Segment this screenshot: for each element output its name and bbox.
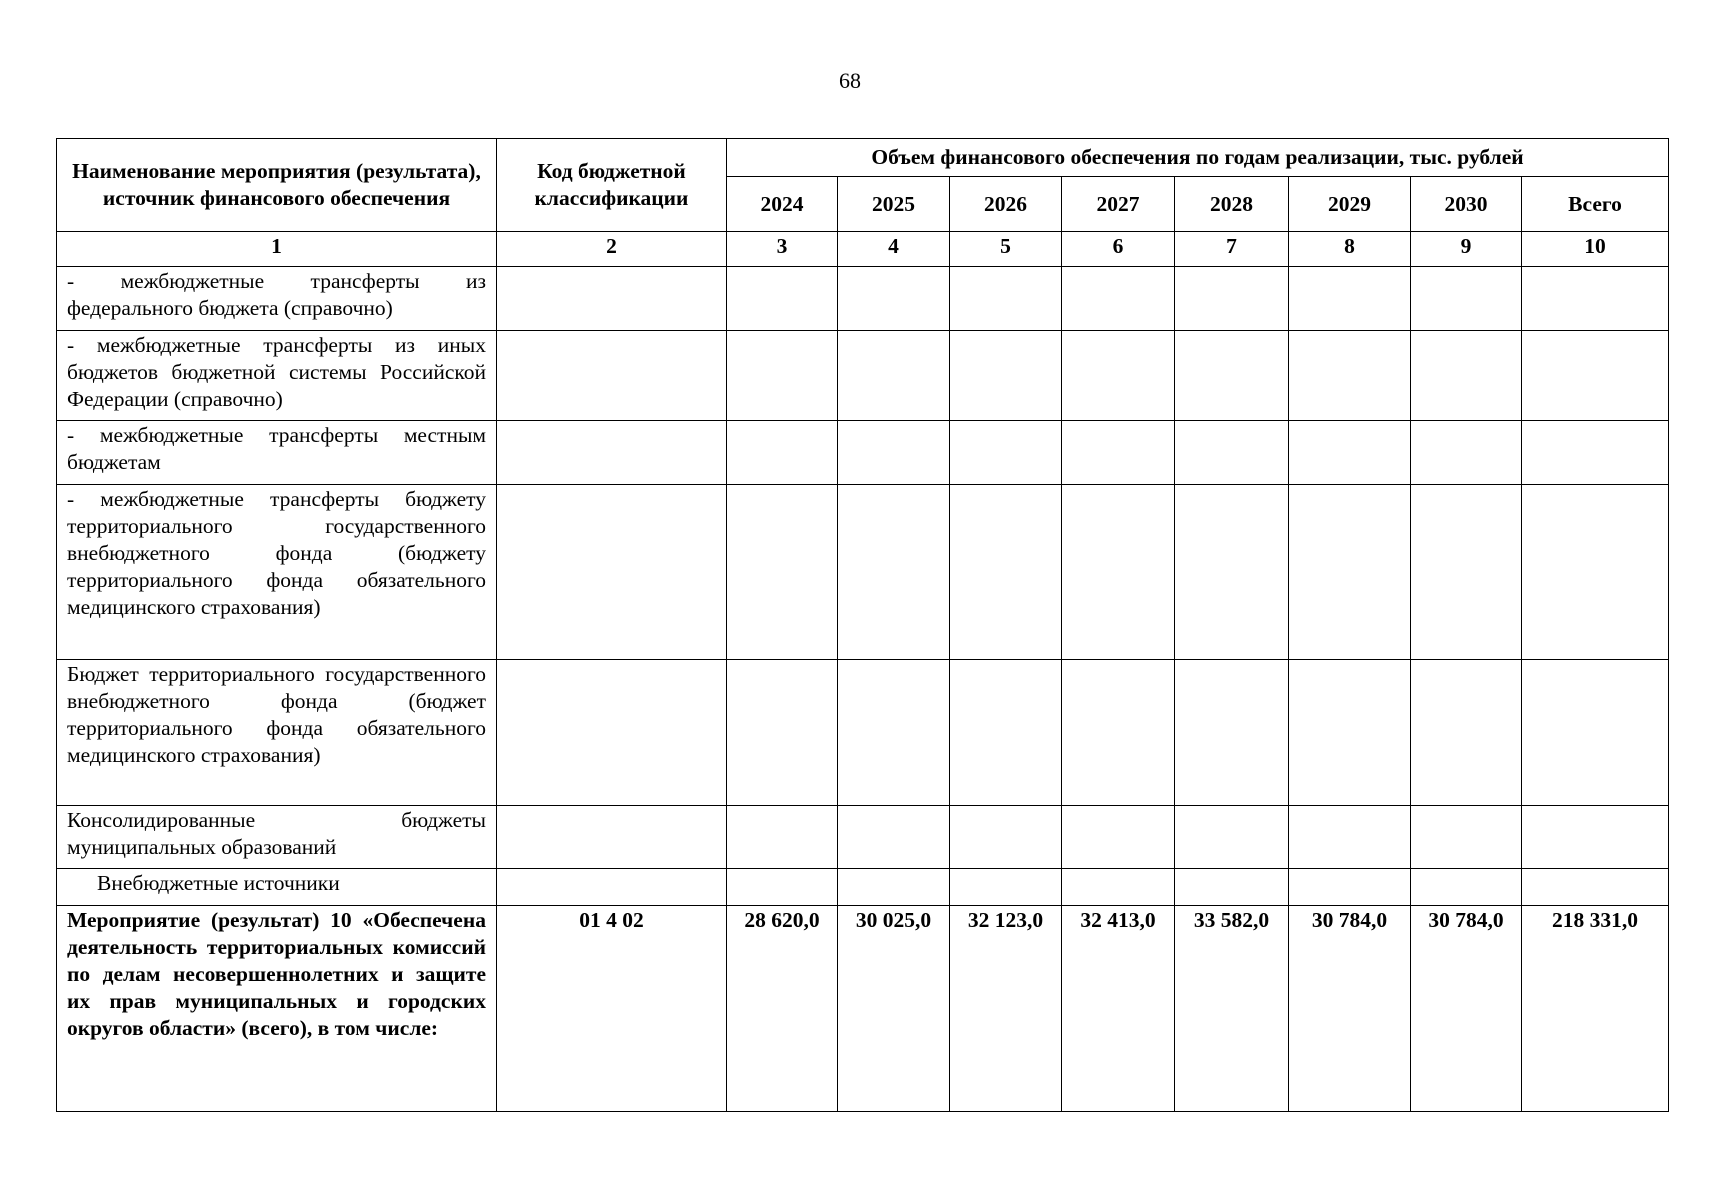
row-value — [1522, 805, 1669, 869]
row-value — [1411, 330, 1522, 420]
row-name: Внебюджетные источники — [57, 869, 497, 906]
row-value — [1289, 484, 1411, 659]
row-value — [1522, 484, 1669, 659]
row-value — [838, 266, 950, 330]
row-value — [950, 330, 1062, 420]
row-value — [1062, 805, 1175, 869]
row-code — [497, 421, 727, 485]
row-value — [1289, 421, 1411, 485]
row-name: - межбюджетные трансферты из федерального бюджета (справочно) — [57, 266, 497, 330]
row-value — [950, 659, 1062, 805]
row-value — [838, 484, 950, 659]
row-value — [1175, 869, 1289, 906]
row-name: Бюджет территориального государственного внебюджетного фонда (бюджет территориального фонда обязательного медицинского страхования) — [57, 659, 497, 805]
row-value: 32 123,0 — [950, 906, 1062, 1112]
table-row — [57, 330, 1669, 420]
row-value — [1175, 266, 1289, 330]
row-value — [1175, 484, 1289, 659]
row-value — [1062, 484, 1175, 659]
row-value — [1175, 805, 1289, 869]
row-value — [1175, 421, 1289, 485]
row-value — [727, 805, 838, 869]
row-value: 218 331,0 — [1522, 906, 1669, 1112]
table-row — [57, 869, 1669, 906]
column-number: 3 — [727, 232, 838, 267]
row-value — [1289, 659, 1411, 805]
row-value: 32 413,0 — [1062, 906, 1175, 1112]
header-financing-group: Объем финансового обеспечения по годам реализации, тыс. рублей — [727, 139, 1669, 177]
row-value: 30 784,0 — [1411, 906, 1522, 1112]
table-row — [57, 805, 1669, 869]
row-value — [1411, 869, 1522, 906]
row-value — [1062, 869, 1175, 906]
row-value — [838, 805, 950, 869]
row-value — [727, 421, 838, 485]
column-number: 10 — [1522, 232, 1669, 267]
row-value — [1062, 330, 1175, 420]
row-name: - межбюджетные трансферты из иных бюджетов бюджетной системы Российской Федерации (справочно) — [57, 330, 497, 420]
row-code — [497, 869, 727, 906]
row-value — [1289, 330, 1411, 420]
table-row — [57, 484, 1669, 659]
row-value: 30 784,0 — [1289, 906, 1411, 1112]
header-year: 2025 — [838, 177, 950, 232]
row-value: 28 620,0 — [727, 906, 838, 1112]
financing-table — [56, 138, 1669, 1112]
row-value — [1062, 421, 1175, 485]
column-number: 9 — [1411, 232, 1522, 267]
row-name: Мероприятие (результат) 10 «Обеспечена деятельность территориальных комиссий по делам несовершеннолетних и защите их прав муниципальных и городских округов области» (всего), в том числе: — [57, 906, 497, 1112]
row-value — [950, 484, 1062, 659]
header-total: Всего — [1522, 177, 1669, 232]
row-value — [950, 805, 1062, 869]
header-year: 2028 — [1175, 177, 1289, 232]
column-number: 7 — [1175, 232, 1289, 267]
row-value — [727, 484, 838, 659]
header-year: 2026 — [950, 177, 1062, 232]
row-name: Консолидированные бюджеты муниципальных образований — [57, 805, 497, 869]
row-value — [1175, 659, 1289, 805]
row-value — [1522, 330, 1669, 420]
row-value — [1289, 805, 1411, 869]
row-value: 30 025,0 — [838, 906, 950, 1112]
row-value — [727, 659, 838, 805]
row-value — [1175, 330, 1289, 420]
row-name: - межбюджетные трансферты бюджету территориального государственного внебюджетного фонда (бюджету территориального фонда обязательного медицинского страхования) — [57, 484, 497, 659]
header-year: 2027 — [1062, 177, 1175, 232]
row-value — [1411, 266, 1522, 330]
column-number: 8 — [1289, 232, 1411, 267]
row-code — [497, 659, 727, 805]
row-value — [950, 421, 1062, 485]
row-value — [1062, 659, 1175, 805]
table-row — [57, 266, 1669, 330]
column-number: 1 — [57, 232, 497, 267]
row-value — [1522, 266, 1669, 330]
column-number-row — [57, 232, 1669, 267]
header-year: 2029 — [1289, 177, 1411, 232]
row-value — [1411, 484, 1522, 659]
column-number: 6 — [1062, 232, 1175, 267]
column-number: 4 — [838, 232, 950, 267]
row-value — [1411, 805, 1522, 869]
row-value — [727, 330, 838, 420]
row-value — [1411, 421, 1522, 485]
row-value — [950, 266, 1062, 330]
row-value — [1411, 659, 1522, 805]
row-code: 01 4 02 — [497, 906, 727, 1112]
header-year: 2030 — [1411, 177, 1522, 232]
row-code — [497, 266, 727, 330]
row-value — [1289, 266, 1411, 330]
column-number: 2 — [497, 232, 727, 267]
table-row — [57, 421, 1669, 485]
row-value — [950, 869, 1062, 906]
row-value — [1522, 659, 1669, 805]
row-value — [838, 869, 950, 906]
table-row-activity-total — [57, 906, 1669, 1112]
column-number: 5 — [950, 232, 1062, 267]
row-code — [497, 484, 727, 659]
row-code — [497, 330, 727, 420]
row-value — [727, 266, 838, 330]
row-code — [497, 805, 727, 869]
row-value — [1522, 869, 1669, 906]
header-year: 2024 — [727, 177, 838, 232]
row-value: 33 582,0 — [1175, 906, 1289, 1112]
row-value — [1062, 266, 1175, 330]
row-value — [1289, 869, 1411, 906]
page-number: 68 — [839, 68, 861, 93]
row-value — [838, 421, 950, 485]
header-name-column: Наименование мероприятия (результата), источник финансового обеспечения — [57, 139, 497, 232]
row-value — [1522, 421, 1669, 485]
header-code-column: Код бюджетной классификации — [497, 139, 727, 232]
table-row — [57, 659, 1669, 805]
row-name: - межбюджетные трансферты местным бюджетам — [57, 421, 497, 485]
row-value — [838, 659, 950, 805]
row-value — [838, 330, 950, 420]
row-value — [727, 869, 838, 906]
